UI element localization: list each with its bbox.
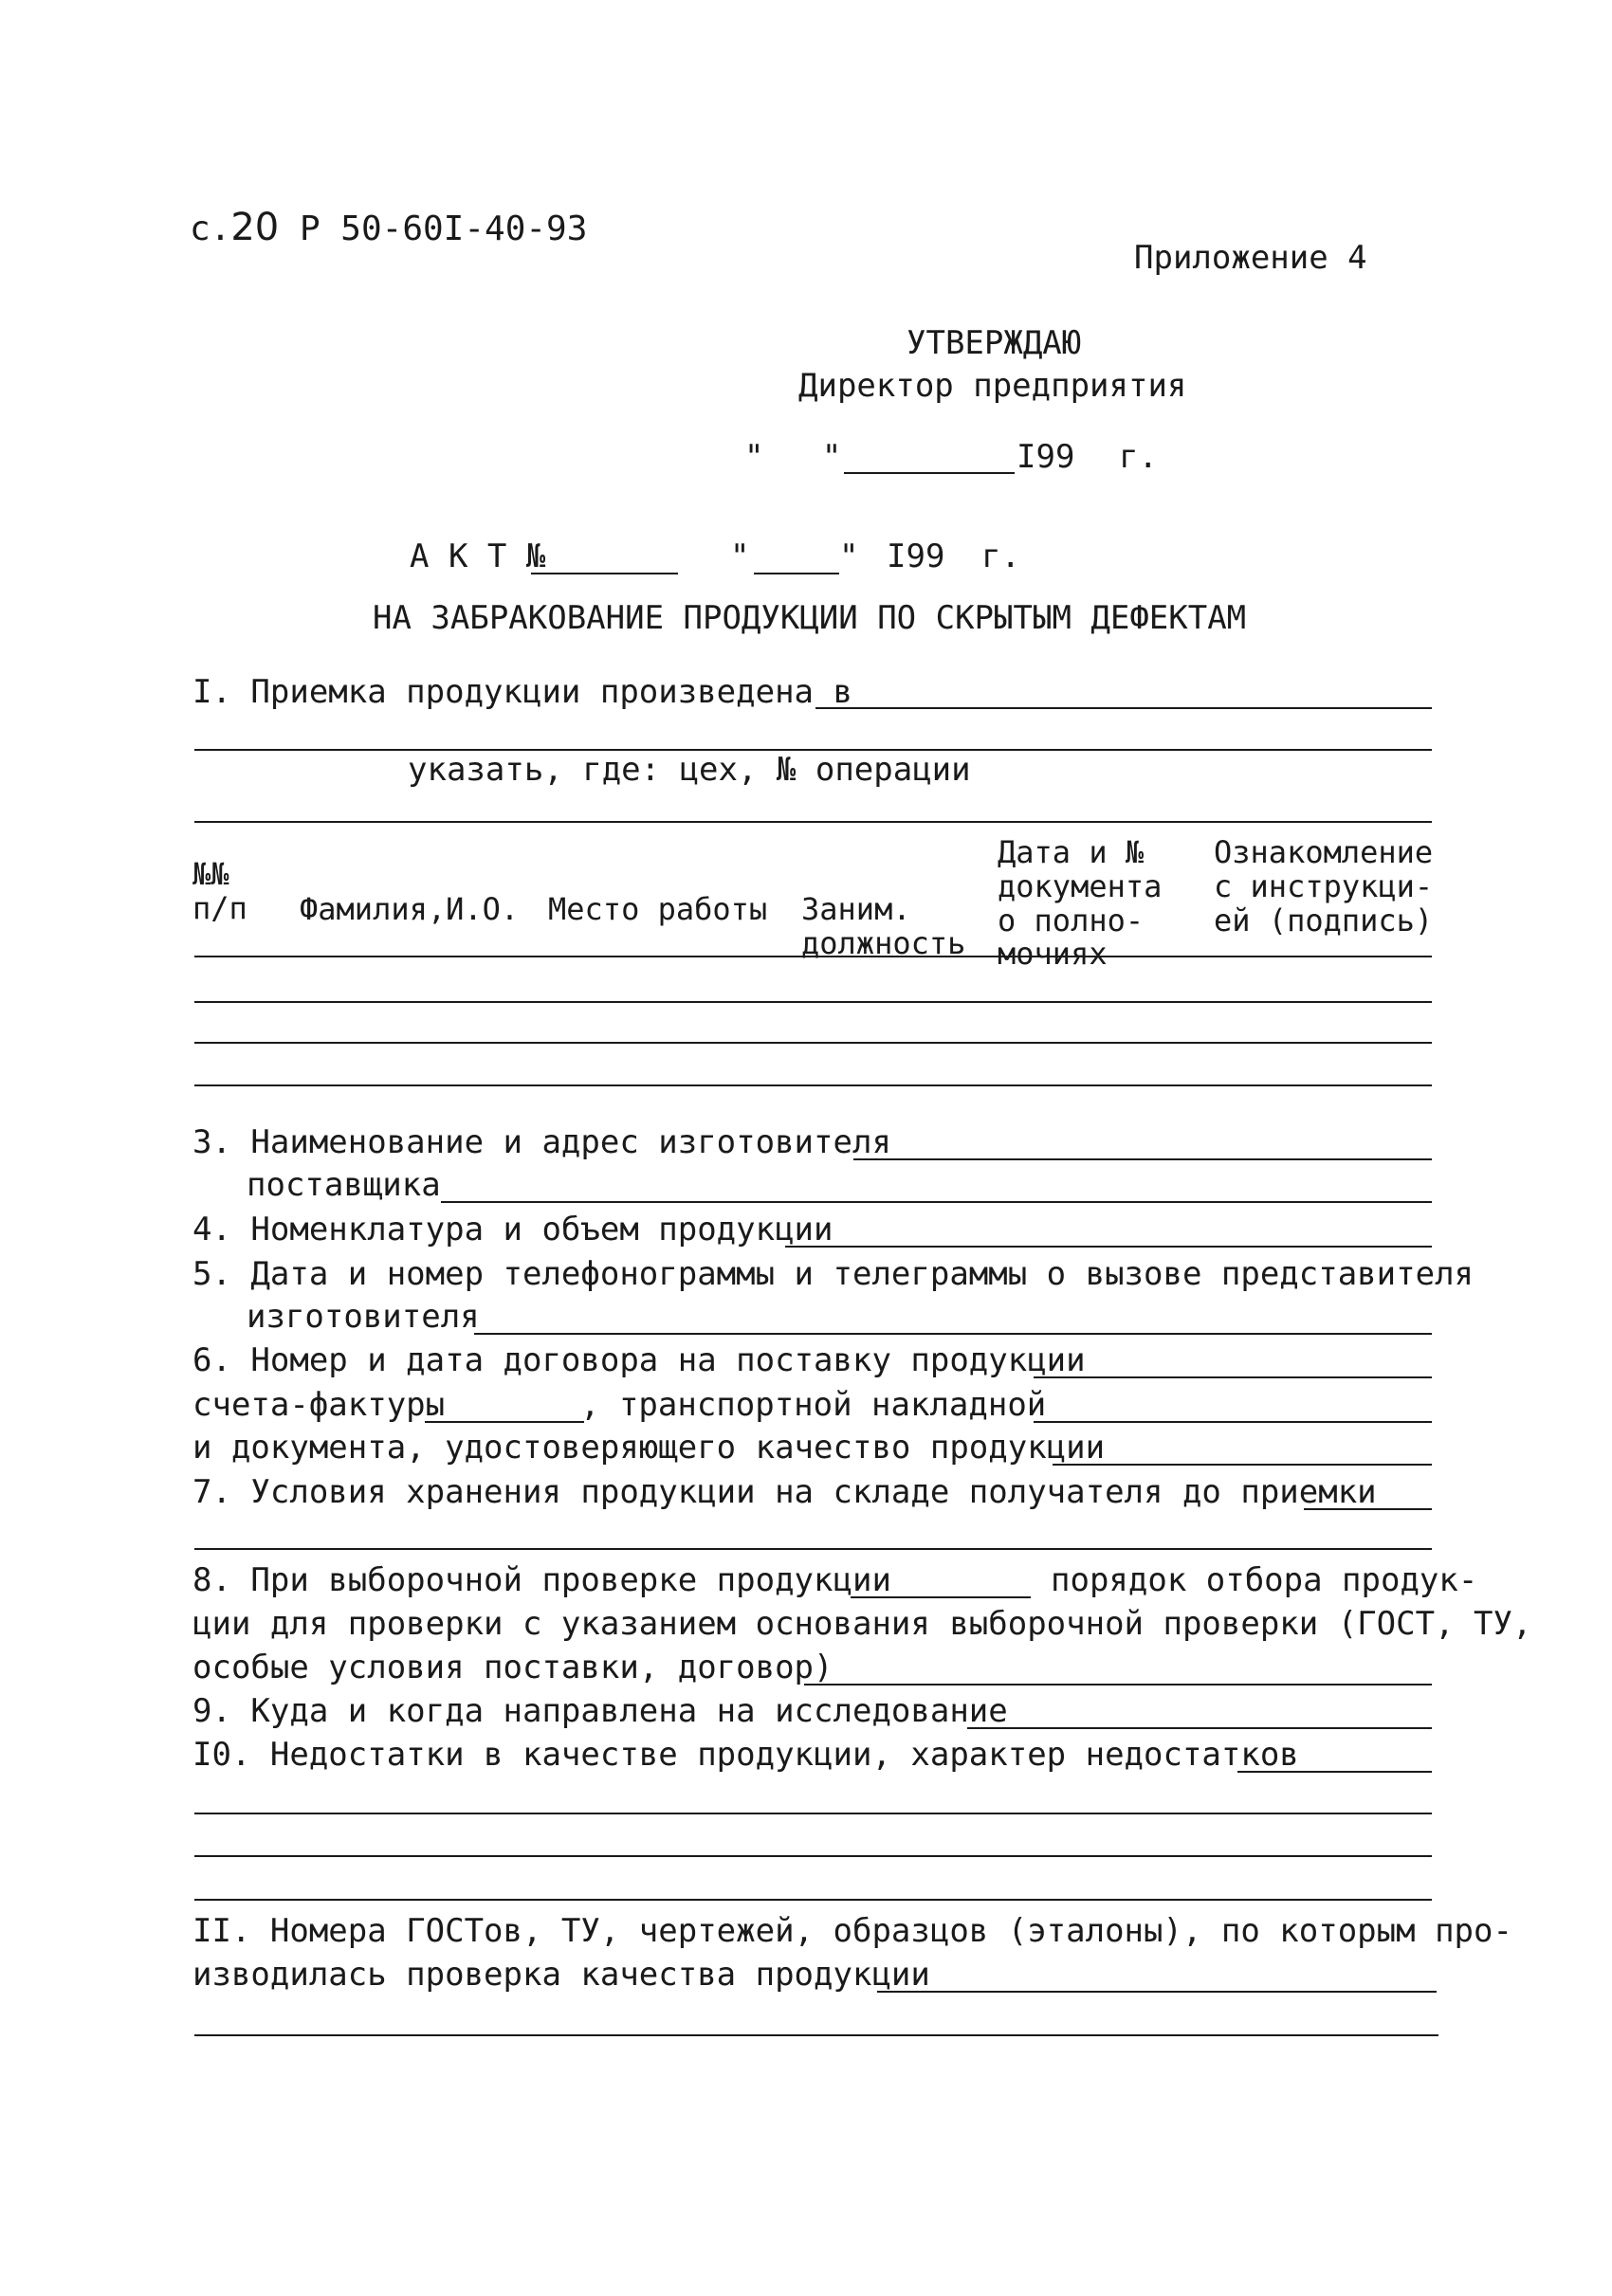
act-number-line[interactable] [531, 573, 678, 574]
approval-date-quotes: " " [744, 438, 842, 476]
item-7-line[interactable] [1304, 1508, 1432, 1510]
item-11-text-cont: изводилась проверка качества продукции [192, 1956, 930, 1994]
item-8-line[interactable] [851, 1596, 1031, 1598]
item-6-text: 6. Номер и дата договора на поставку продукции [192, 1341, 1086, 1379]
item-6-invoice-line[interactable] [425, 1421, 584, 1423]
item-5-line[interactable] [474, 1333, 1432, 1335]
item-6-waybill-label: , транспортной накладной [580, 1386, 1047, 1424]
item-6-invoice-label: счета-фактуры [192, 1386, 446, 1424]
item-4-line[interactable] [785, 1246, 1432, 1248]
section-1-hint: указать, где: цех, № операции [408, 751, 971, 789]
table-row[interactable] [194, 1042, 1432, 1044]
page-number-label [190, 206, 588, 249]
item-7-text: 7. Условия хранения продукции на складе получателя до приемки [192, 1473, 1377, 1511]
item-3-supplier: поставщика [247, 1166, 441, 1204]
act-year: I99 [887, 538, 945, 575]
item-6-quality-doc: и документа, удостоверяющего качество продукции [192, 1429, 1106, 1467]
item-10-text: I0. Недостатки в качестве продукции, характер недостатков [192, 1736, 1299, 1774]
act-number-label: А К Т № [410, 538, 546, 575]
col-header-signature: Ознакомление с инструкци- ей (подпись) [1214, 834, 1434, 938]
item-8-text-cont: ции для проверки с указанием основания выборочной проверки (ГОСТ, ТУ, [192, 1605, 1532, 1643]
director-label: Директор предприятия [798, 367, 1187, 405]
item-8-conditions-line[interactable] [804, 1684, 1432, 1686]
table-header-bottom-line [194, 956, 1432, 957]
item-8-order-text: порядок отбора продук- [1051, 1561, 1478, 1599]
item-10-full-line[interactable] [194, 1813, 1432, 1814]
doc-code: Р 50-60I-40-93 [299, 210, 588, 248]
item-8-text: 8. При выборочной проверке продукции [192, 1561, 891, 1599]
act-quote-open: " [730, 538, 750, 575]
page-number: 20 [230, 206, 280, 249]
table-row[interactable] [194, 1001, 1432, 1003]
act-title: НА ЗАБРАКОВАНИЕ ПРОДУКЦИИ ПО СКРЫТЫМ ДЕФЕКТАМ [373, 599, 1247, 637]
item-10-full-line[interactable] [194, 1855, 1432, 1857]
item-7-full-line[interactable] [194, 1548, 1432, 1550]
section-1-line[interactable] [815, 707, 1432, 709]
col-header-document: Дата и № документа о полно- мочиях [998, 834, 1163, 973]
col-header-workplace: Место работы [548, 891, 768, 927]
approval-date-line[interactable] [844, 472, 1015, 474]
item-6-quality-line[interactable] [1053, 1464, 1432, 1466]
table-top-line [194, 821, 1432, 823]
item-4-text: 4. Номенклатура и объем продукции [192, 1211, 833, 1248]
item-11-line[interactable] [877, 1991, 1437, 1993]
item-3-supplier-line[interactable] [441, 1201, 1432, 1203]
item-10-line[interactable] [1237, 1771, 1432, 1773]
approval-year-suffix: г. [1119, 438, 1158, 476]
item-3-text: 3. Наименование и адрес изготовителя [192, 1123, 891, 1161]
col-header-position: Заним. должность [801, 891, 966, 961]
item-6-waybill-line[interactable] [1034, 1421, 1432, 1423]
approval-heading: УТВЕРЖДАЮ [907, 324, 1082, 362]
table-row[interactable] [194, 1084, 1432, 1086]
item-5-text: 5. Дата и номер телефонограммы и телеграммы о вызове представителя [192, 1255, 1475, 1293]
approval-year: I99 [1017, 438, 1075, 476]
col-header-no: №№ п/п [192, 856, 247, 926]
item-11-full-line[interactable] [194, 2034, 1438, 2036]
page-prefix: с. [190, 210, 231, 248]
item-8-text-end: особые условия поставки, договор) [192, 1649, 833, 1686]
item-3-line[interactable] [853, 1158, 1432, 1160]
item-5-manufacturer: изготовителя [247, 1298, 480, 1336]
item-10-full-line[interactable] [194, 1899, 1432, 1901]
item-9-text: 9. Куда и когда направлена на исследование [192, 1692, 1008, 1730]
col-header-name: Фамилия,И.О. [300, 891, 520, 927]
act-day-line[interactable] [754, 573, 839, 574]
act-year-suffix: г. [981, 538, 1020, 575]
act-quote-close: " [839, 538, 859, 575]
item-6-contract-line[interactable] [1034, 1376, 1432, 1378]
section-1-text: I. Приемка продукции произведена в [192, 673, 852, 711]
appendix-label: Приложение 4 [1134, 239, 1367, 277]
item-9-line[interactable] [967, 1727, 1432, 1729]
item-11-text: II. Номера ГОСТов, ТУ, чертежей, образцов (эталоны), по которым про- [192, 1912, 1512, 1950]
